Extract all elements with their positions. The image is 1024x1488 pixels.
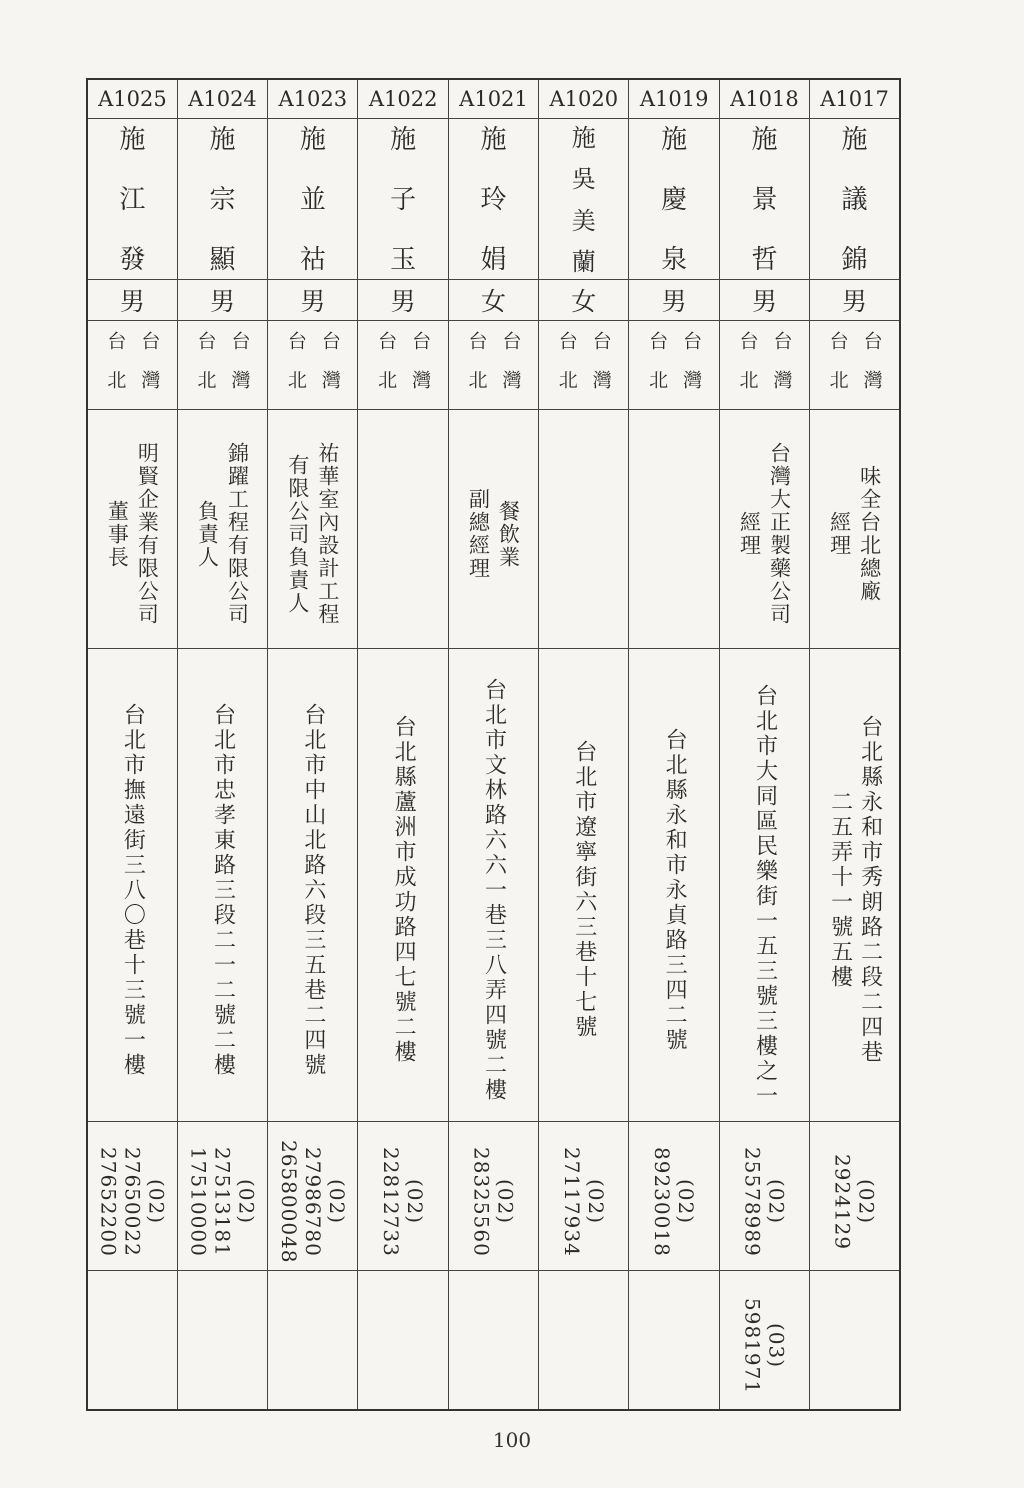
id-cell: A1024 <box>177 79 267 119</box>
phone-line: (02) <box>583 1179 608 1225</box>
name-cell <box>719 119 809 280</box>
phone-line: 27650022 <box>120 1147 145 1257</box>
name-char: 施 <box>390 125 417 155</box>
origin-cell <box>177 321 267 410</box>
name-char: 並 <box>299 185 326 215</box>
phone-alt-cell <box>87 1271 177 1411</box>
occupation-cell <box>268 410 358 649</box>
origin-col: 台北 <box>104 331 127 409</box>
gender-cell: 男 <box>810 280 900 321</box>
phone-alt-cell <box>268 1271 358 1411</box>
phone-line: 28325560 <box>469 1147 494 1257</box>
occupation-line: 董事長 <box>105 499 130 569</box>
phone-line: 27652200 <box>96 1147 121 1257</box>
address-line: 台北市撫遠街三八〇巷十三號一樓 <box>120 702 146 1078</box>
phone-line: (02) <box>764 1179 789 1225</box>
name-char: 施 <box>661 125 688 155</box>
name-char: 泉 <box>661 245 688 275</box>
phone-line: (02) <box>493 1179 518 1225</box>
phone-alt-cell <box>539 1271 629 1411</box>
phone-line: 27117934 <box>559 1147 584 1257</box>
phone-alt-cell <box>448 1271 538 1411</box>
phone-line: (02) <box>403 1179 428 1225</box>
phone-cell <box>358 1122 448 1271</box>
origin-col: 台北 <box>555 331 578 409</box>
row-phone-alt <box>87 1271 900 1411</box>
name-cell <box>539 119 629 280</box>
gender-cell: 女 <box>539 280 629 321</box>
name-char: 景 <box>751 185 778 215</box>
phone-cell <box>719 1122 809 1271</box>
name-char: 吳 <box>571 165 596 194</box>
name-char: 娟 <box>480 245 507 275</box>
origin-col: 台灣 <box>680 331 703 409</box>
name-char: 祜 <box>299 245 326 275</box>
phone-line: (02) <box>674 1179 699 1225</box>
name-char: 江 <box>119 185 146 215</box>
name-char: 錦 <box>841 245 868 275</box>
name-cell <box>177 119 267 280</box>
name-char: 蘭 <box>571 247 596 276</box>
name-char: 玲 <box>480 185 507 215</box>
phone-line: (02) <box>234 1179 259 1225</box>
gender-cell: 男 <box>358 280 448 321</box>
id-cell: A1022 <box>358 79 448 119</box>
origin-cell <box>448 321 538 410</box>
phone-alt-cell <box>177 1271 267 1411</box>
row-name <box>87 119 900 280</box>
origin-col: 台北 <box>736 331 759 409</box>
phone-line: 27513181 <box>210 1147 235 1257</box>
address-line: 台北市文林路六六一巷三八弄四號二樓 <box>481 677 507 1103</box>
id-cell: A1019 <box>629 79 719 119</box>
address-cell <box>629 649 719 1122</box>
name-char: 發 <box>119 245 146 275</box>
origin-col: 台灣 <box>318 331 341 409</box>
row-id <box>87 79 900 119</box>
occupation-cell <box>719 410 809 649</box>
phone-cell <box>177 1122 267 1271</box>
phone-cell <box>268 1122 358 1271</box>
row-origin <box>87 321 900 410</box>
name-char: 施 <box>119 125 146 155</box>
page-number: 100 <box>492 1428 532 1452</box>
phone-alt-cell <box>358 1271 448 1411</box>
gender-cell: 男 <box>629 280 719 321</box>
name-char: 施 <box>571 124 596 152</box>
address-line: 台北市遼寧街六三巷十七號 <box>571 740 597 1040</box>
address-line: 台北縣永和市秀朗路二段二四巷 <box>857 715 883 1065</box>
phone-line: (03) <box>764 1323 789 1369</box>
origin-col: 台灣 <box>228 331 251 409</box>
name-char: 宗 <box>209 185 236 215</box>
name-char: 子 <box>390 185 417 215</box>
address-cell <box>177 649 267 1122</box>
name-cell <box>810 119 900 280</box>
phone-alt-cell <box>629 1271 719 1411</box>
phone-line: 2924129 <box>830 1153 855 1251</box>
address-line: 台北市大同區民樂街一五三號三樓之一 <box>752 683 778 1109</box>
name-char: 施 <box>841 125 868 155</box>
id-cell: A1018 <box>719 79 809 119</box>
gender-cell: 女 <box>448 280 538 321</box>
occupation-cell <box>87 410 177 649</box>
occupation-cell <box>810 410 900 649</box>
phone-line: 27986780 <box>300 1147 325 1257</box>
gender-cell: 男 <box>177 280 267 321</box>
row-address <box>87 649 900 1122</box>
origin-col: 台灣 <box>409 331 432 409</box>
origin-col: 台北 <box>826 331 849 409</box>
address-cell <box>810 649 900 1122</box>
phone-cell <box>810 1122 900 1271</box>
origin-cell <box>719 321 809 410</box>
occupation-line: 副總經理 <box>466 488 491 580</box>
id-cell: A1017 <box>810 79 900 119</box>
name-char: 施 <box>209 125 236 155</box>
origin-col: 台北 <box>284 331 307 409</box>
row-gender <box>87 280 900 321</box>
phone-alt-cell <box>719 1271 809 1411</box>
address-line: 台北縣蘆洲市成功路四七號二樓 <box>391 715 417 1065</box>
phone-line: (02) <box>144 1179 169 1225</box>
address-cell <box>87 649 177 1122</box>
phone-line: (02) <box>854 1179 879 1225</box>
origin-col: 台北 <box>375 331 398 409</box>
origin-cell <box>629 321 719 410</box>
origin-col: 台灣 <box>770 331 793 409</box>
row-occupation <box>87 410 900 649</box>
phone-line: 89230018 <box>650 1147 675 1257</box>
phone-line: 25578989 <box>740 1147 765 1257</box>
name-cell <box>448 119 538 280</box>
name-char: 施 <box>751 125 778 155</box>
phone-cell <box>539 1122 629 1271</box>
origin-cell <box>810 321 900 410</box>
occupation-cell <box>448 410 538 649</box>
address-cell <box>358 649 448 1122</box>
address-cell <box>268 649 358 1122</box>
origin-col: 台灣 <box>138 331 161 409</box>
occupation-cell <box>358 410 448 649</box>
origin-cell <box>539 321 629 410</box>
occupation-cell <box>629 410 719 649</box>
name-cell <box>358 119 448 280</box>
phone-cell <box>448 1122 538 1271</box>
name-char: 慶 <box>661 185 688 215</box>
id-cell: A1020 <box>539 79 629 119</box>
gender-cell: 男 <box>268 280 358 321</box>
id-cell: A1025 <box>87 79 177 119</box>
name-char: 施 <box>480 125 507 155</box>
phone-line: 5981971 <box>740 1297 765 1395</box>
occupation-line: 味全台北總廠 <box>857 465 882 603</box>
occupation-line: 負責人 <box>195 499 220 569</box>
origin-col: 台北 <box>194 331 217 409</box>
gender-cell: 男 <box>87 280 177 321</box>
member-register-table <box>86 78 901 1411</box>
origin-col: 台灣 <box>499 331 522 409</box>
occupation-cell <box>539 410 629 649</box>
phone-alt-cell <box>810 1271 900 1411</box>
address-cell <box>719 649 809 1122</box>
occupation-cell <box>177 410 267 649</box>
origin-cell <box>87 321 177 410</box>
occupation-line: 經理 <box>827 511 852 557</box>
id-cell: A1023 <box>268 79 358 119</box>
id-cell: A1021 <box>448 79 538 119</box>
origin-cell <box>358 321 448 410</box>
phone-cell <box>87 1122 177 1271</box>
address-line: 台北市中山北路六段三五巷二四號 <box>300 702 326 1078</box>
address-line: 二五弄十一號五樓 <box>827 790 853 990</box>
address-cell <box>448 649 538 1122</box>
origin-cell <box>268 321 358 410</box>
name-char: 議 <box>841 185 868 215</box>
name-char: 玉 <box>390 245 417 275</box>
phone-line: (02) <box>324 1179 349 1225</box>
name-cell <box>87 119 177 280</box>
name-char: 施 <box>299 125 326 155</box>
origin-col: 台北 <box>646 331 669 409</box>
occupation-line: 錦躍工程有限公司 <box>225 442 250 626</box>
occupation-line: 祐華室內設計工程 <box>315 442 340 626</box>
occupation-line: 台灣大正製藥公司 <box>767 442 792 626</box>
origin-col: 台北 <box>465 331 488 409</box>
phone-line: 17510000 <box>186 1147 211 1257</box>
address-cell <box>539 649 629 1122</box>
name-char: 哲 <box>751 245 778 275</box>
phone-cell <box>629 1122 719 1271</box>
name-cell <box>268 119 358 280</box>
row-phone <box>87 1122 900 1271</box>
address-line: 台北市忠孝東路三段二一二號二樓 <box>210 702 236 1078</box>
origin-col: 台灣 <box>589 331 612 409</box>
address-line: 台北縣永和市永貞路三四二號 <box>662 727 688 1053</box>
occupation-line: 餐飲業 <box>496 499 521 569</box>
occupation-line: 有限公司負責人 <box>285 453 310 615</box>
phone-line: 265800048 <box>276 1140 301 1264</box>
name-char: 顯 <box>209 245 236 275</box>
occupation-line: 明賢企業有限公司 <box>135 442 160 626</box>
name-cell <box>629 119 719 280</box>
origin-col: 台灣 <box>860 331 883 409</box>
gender-cell: 男 <box>719 280 809 321</box>
occupation-line: 經理 <box>737 511 762 557</box>
name-char: 美 <box>571 206 596 235</box>
phone-line: 22812733 <box>379 1147 404 1257</box>
